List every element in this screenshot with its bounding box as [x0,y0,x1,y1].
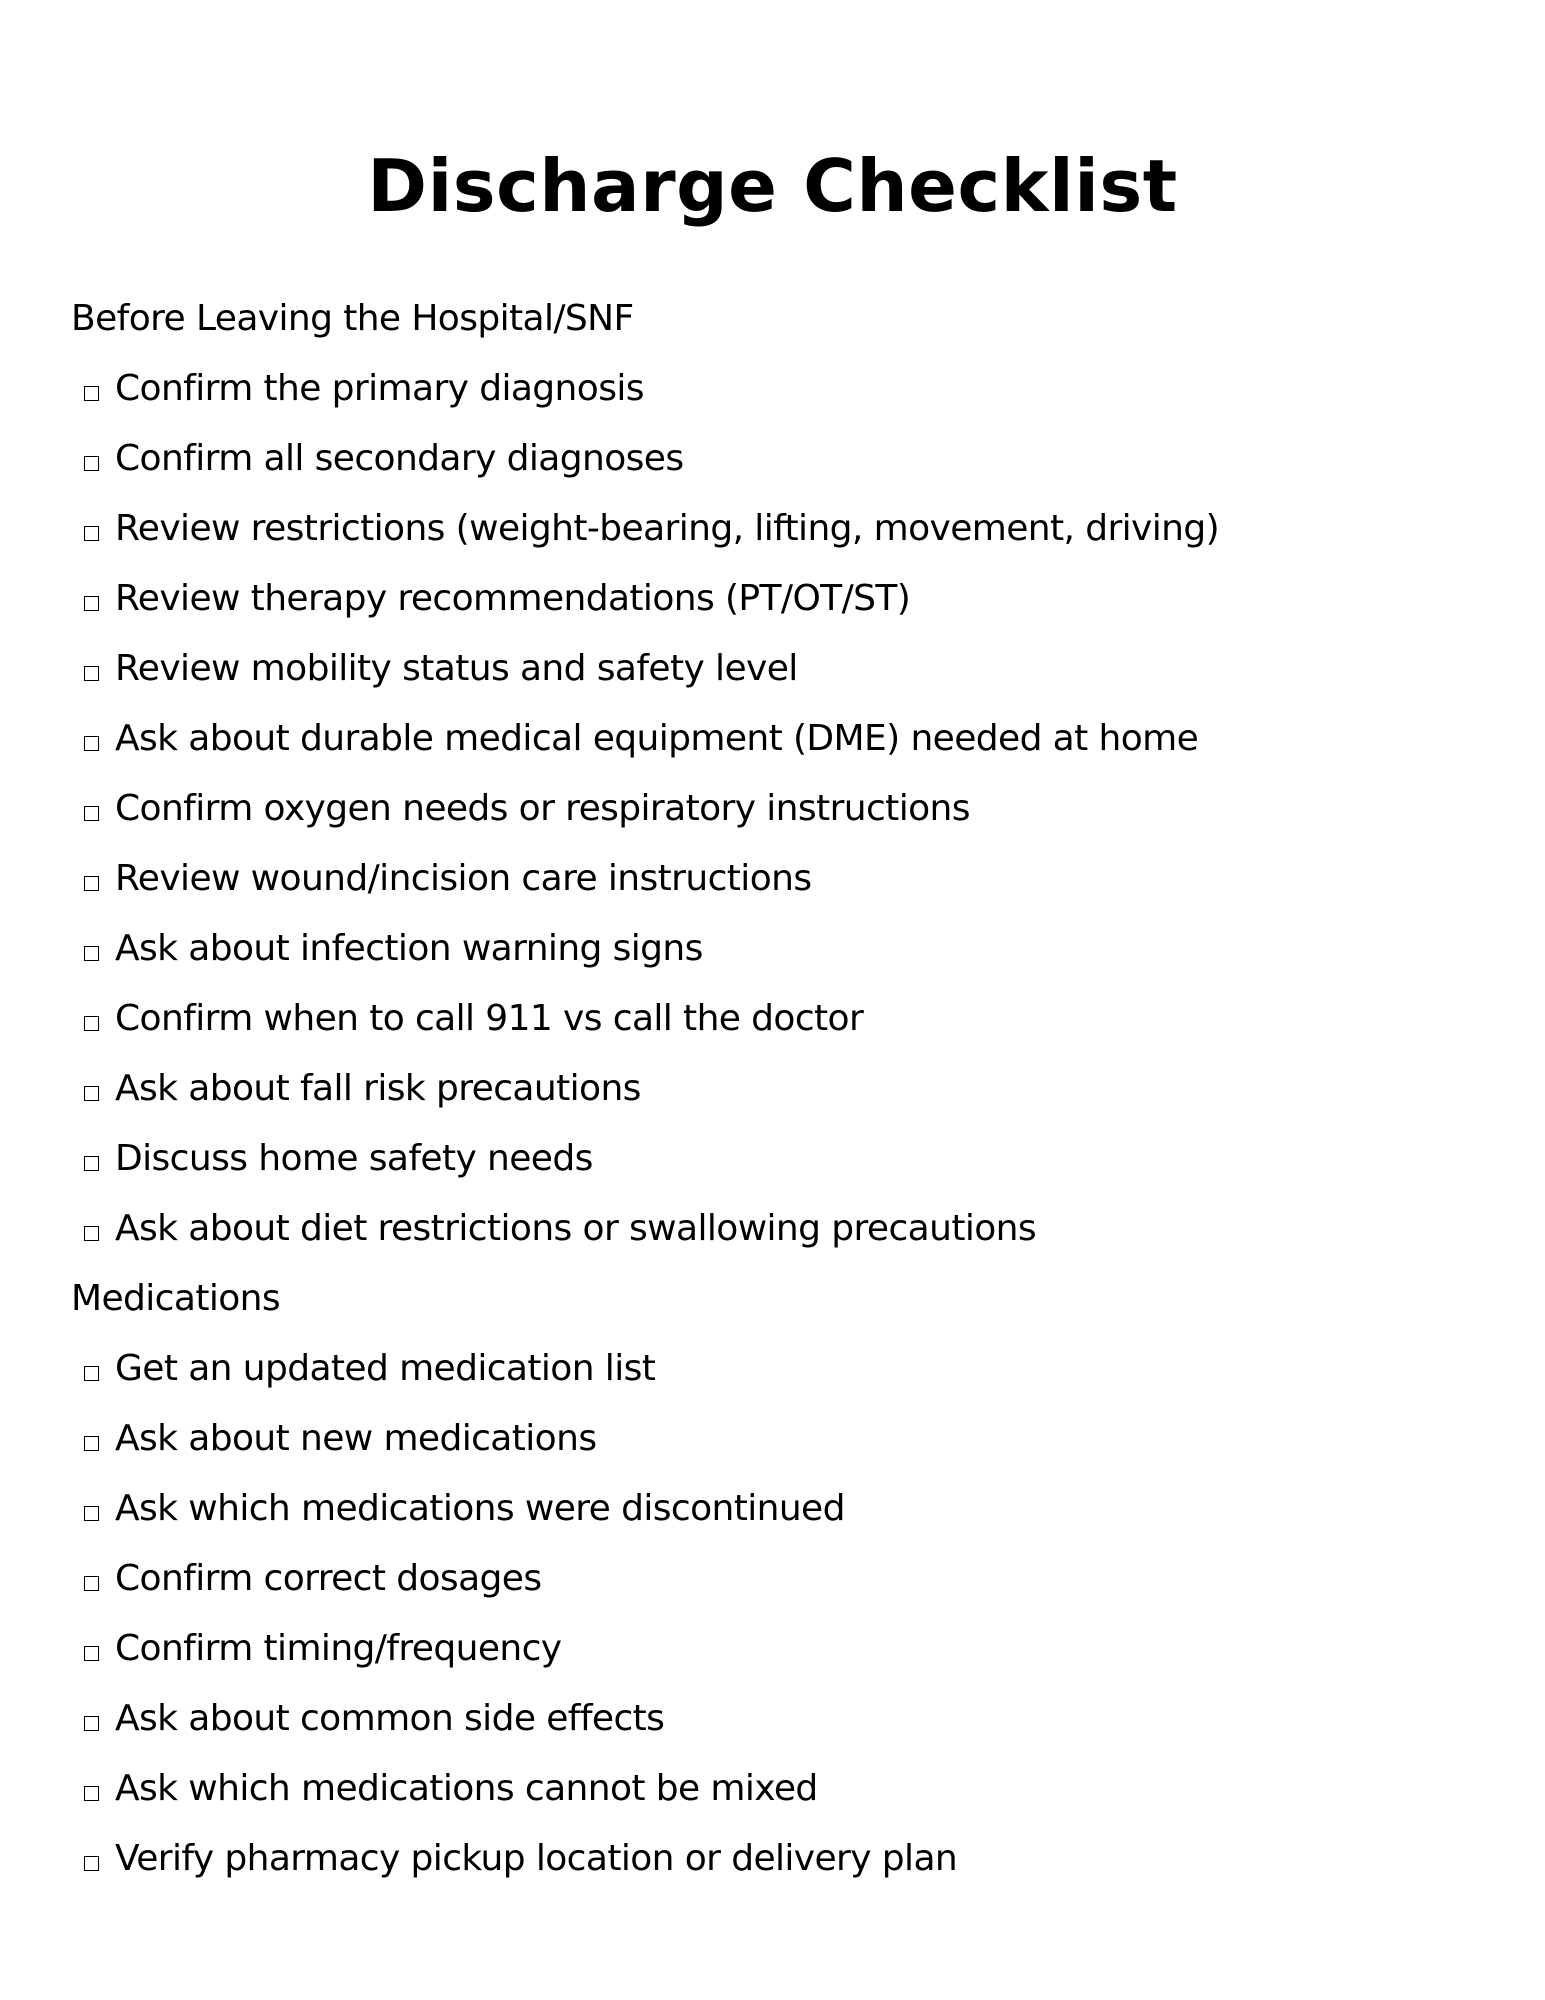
checkbox[interactable] [84,736,99,751]
checkbox[interactable] [84,1436,99,1451]
checkbox[interactable] [84,876,99,891]
checklist-item-label: Get an updated medication list [115,1348,656,1389]
checklist-item[interactable] [71,1824,1491,1894]
checklist-item-label: Ask about fall risk precautions [115,1068,641,1109]
checkbox[interactable] [84,1576,99,1591]
checklist-content [71,284,1491,1894]
checklist-item-label: Confirm oxygen needs or respiratory instructions [115,788,970,829]
checklist-item[interactable] [71,1614,1491,1684]
checklist-before-leaving [71,354,1491,1264]
checklist-item[interactable] [71,424,1491,494]
checklist-item-label: Review therapy recommendations (PT/OT/ST) [115,578,911,619]
checklist-item[interactable] [71,984,1491,1054]
checklist-item-label: Ask which medications were discontinued [115,1488,845,1529]
checkbox[interactable] [84,1856,99,1871]
checkbox[interactable] [84,386,99,401]
section-heading-medications: Medications [71,1278,281,1319]
page-title: Discharge Checklist [367,144,1178,228]
checklist-item[interactable] [71,1194,1491,1264]
checkbox[interactable] [84,666,99,681]
checklist-item-label: Ask about new medications [115,1418,597,1459]
checklist-item[interactable] [71,1124,1491,1194]
checklist-item[interactable] [71,704,1491,774]
checklist-medications [71,1334,1491,1894]
checklist-item[interactable] [71,844,1491,914]
checkbox[interactable] [84,806,99,821]
checklist-item[interactable] [71,494,1491,564]
checklist-item-label: Ask about diet restrictions or swallowing precautions [115,1208,1037,1249]
checkbox[interactable] [84,1226,99,1241]
checklist-item[interactable] [71,1684,1491,1754]
checklist-item-label: Review mobility status and safety level [115,648,798,689]
checklist-item-label: Confirm correct dosages [115,1558,542,1599]
checkbox[interactable] [84,1716,99,1731]
checklist-item-label: Confirm timing/frequency [115,1628,562,1669]
checklist-item-label: Verify pharmacy pickup location or delivery plan [115,1838,958,1879]
checklist-item[interactable] [71,1474,1491,1544]
checklist-item-label: Review restrictions (weight-bearing, lifting, movement, driving) [115,508,1220,549]
checklist-item-label: Ask about infection warning signs [115,928,703,969]
checkbox[interactable] [84,1086,99,1101]
section-heading-before-leaving: Before Leaving the Hospital/SNF [71,298,634,339]
checkbox[interactable] [84,1646,99,1661]
checklist-item-label: Ask about durable medical equipment (DME) needed at home [115,718,1199,759]
checkbox[interactable] [84,1016,99,1031]
checkbox[interactable] [84,526,99,541]
checklist-item[interactable] [71,774,1491,844]
checklist-item-label: Discuss home safety needs [115,1138,593,1179]
checkbox[interactable] [84,1156,99,1171]
checklist-item[interactable] [71,1544,1491,1614]
checklist-item[interactable] [71,1054,1491,1124]
checkbox[interactable] [84,456,99,471]
checklist-item[interactable] [71,354,1491,424]
checklist-item-label: Ask about common side effects [115,1698,665,1739]
checklist-item[interactable] [71,1334,1491,1404]
checklist-item-label: Confirm all secondary diagnoses [115,438,684,479]
checklist-item-label: Ask which medications cannot be mixed [115,1768,818,1809]
checklist-item-label: Confirm the primary diagnosis [115,368,644,409]
checkbox[interactable] [84,1506,99,1521]
checkbox[interactable] [84,946,99,961]
checkbox[interactable] [84,1786,99,1801]
checklist-item-label: Review wound/incision care instructions [115,858,812,899]
checklist-item[interactable] [71,1404,1491,1474]
checkbox[interactable] [84,1366,99,1381]
checklist-item-label: Confirm when to call 911 vs call the doctor [115,998,864,1039]
checkbox[interactable] [84,596,99,611]
checklist-item[interactable] [71,1754,1491,1824]
checklist-item[interactable] [71,564,1491,634]
checklist-item[interactable] [71,914,1491,984]
checklist-item[interactable] [71,634,1491,704]
